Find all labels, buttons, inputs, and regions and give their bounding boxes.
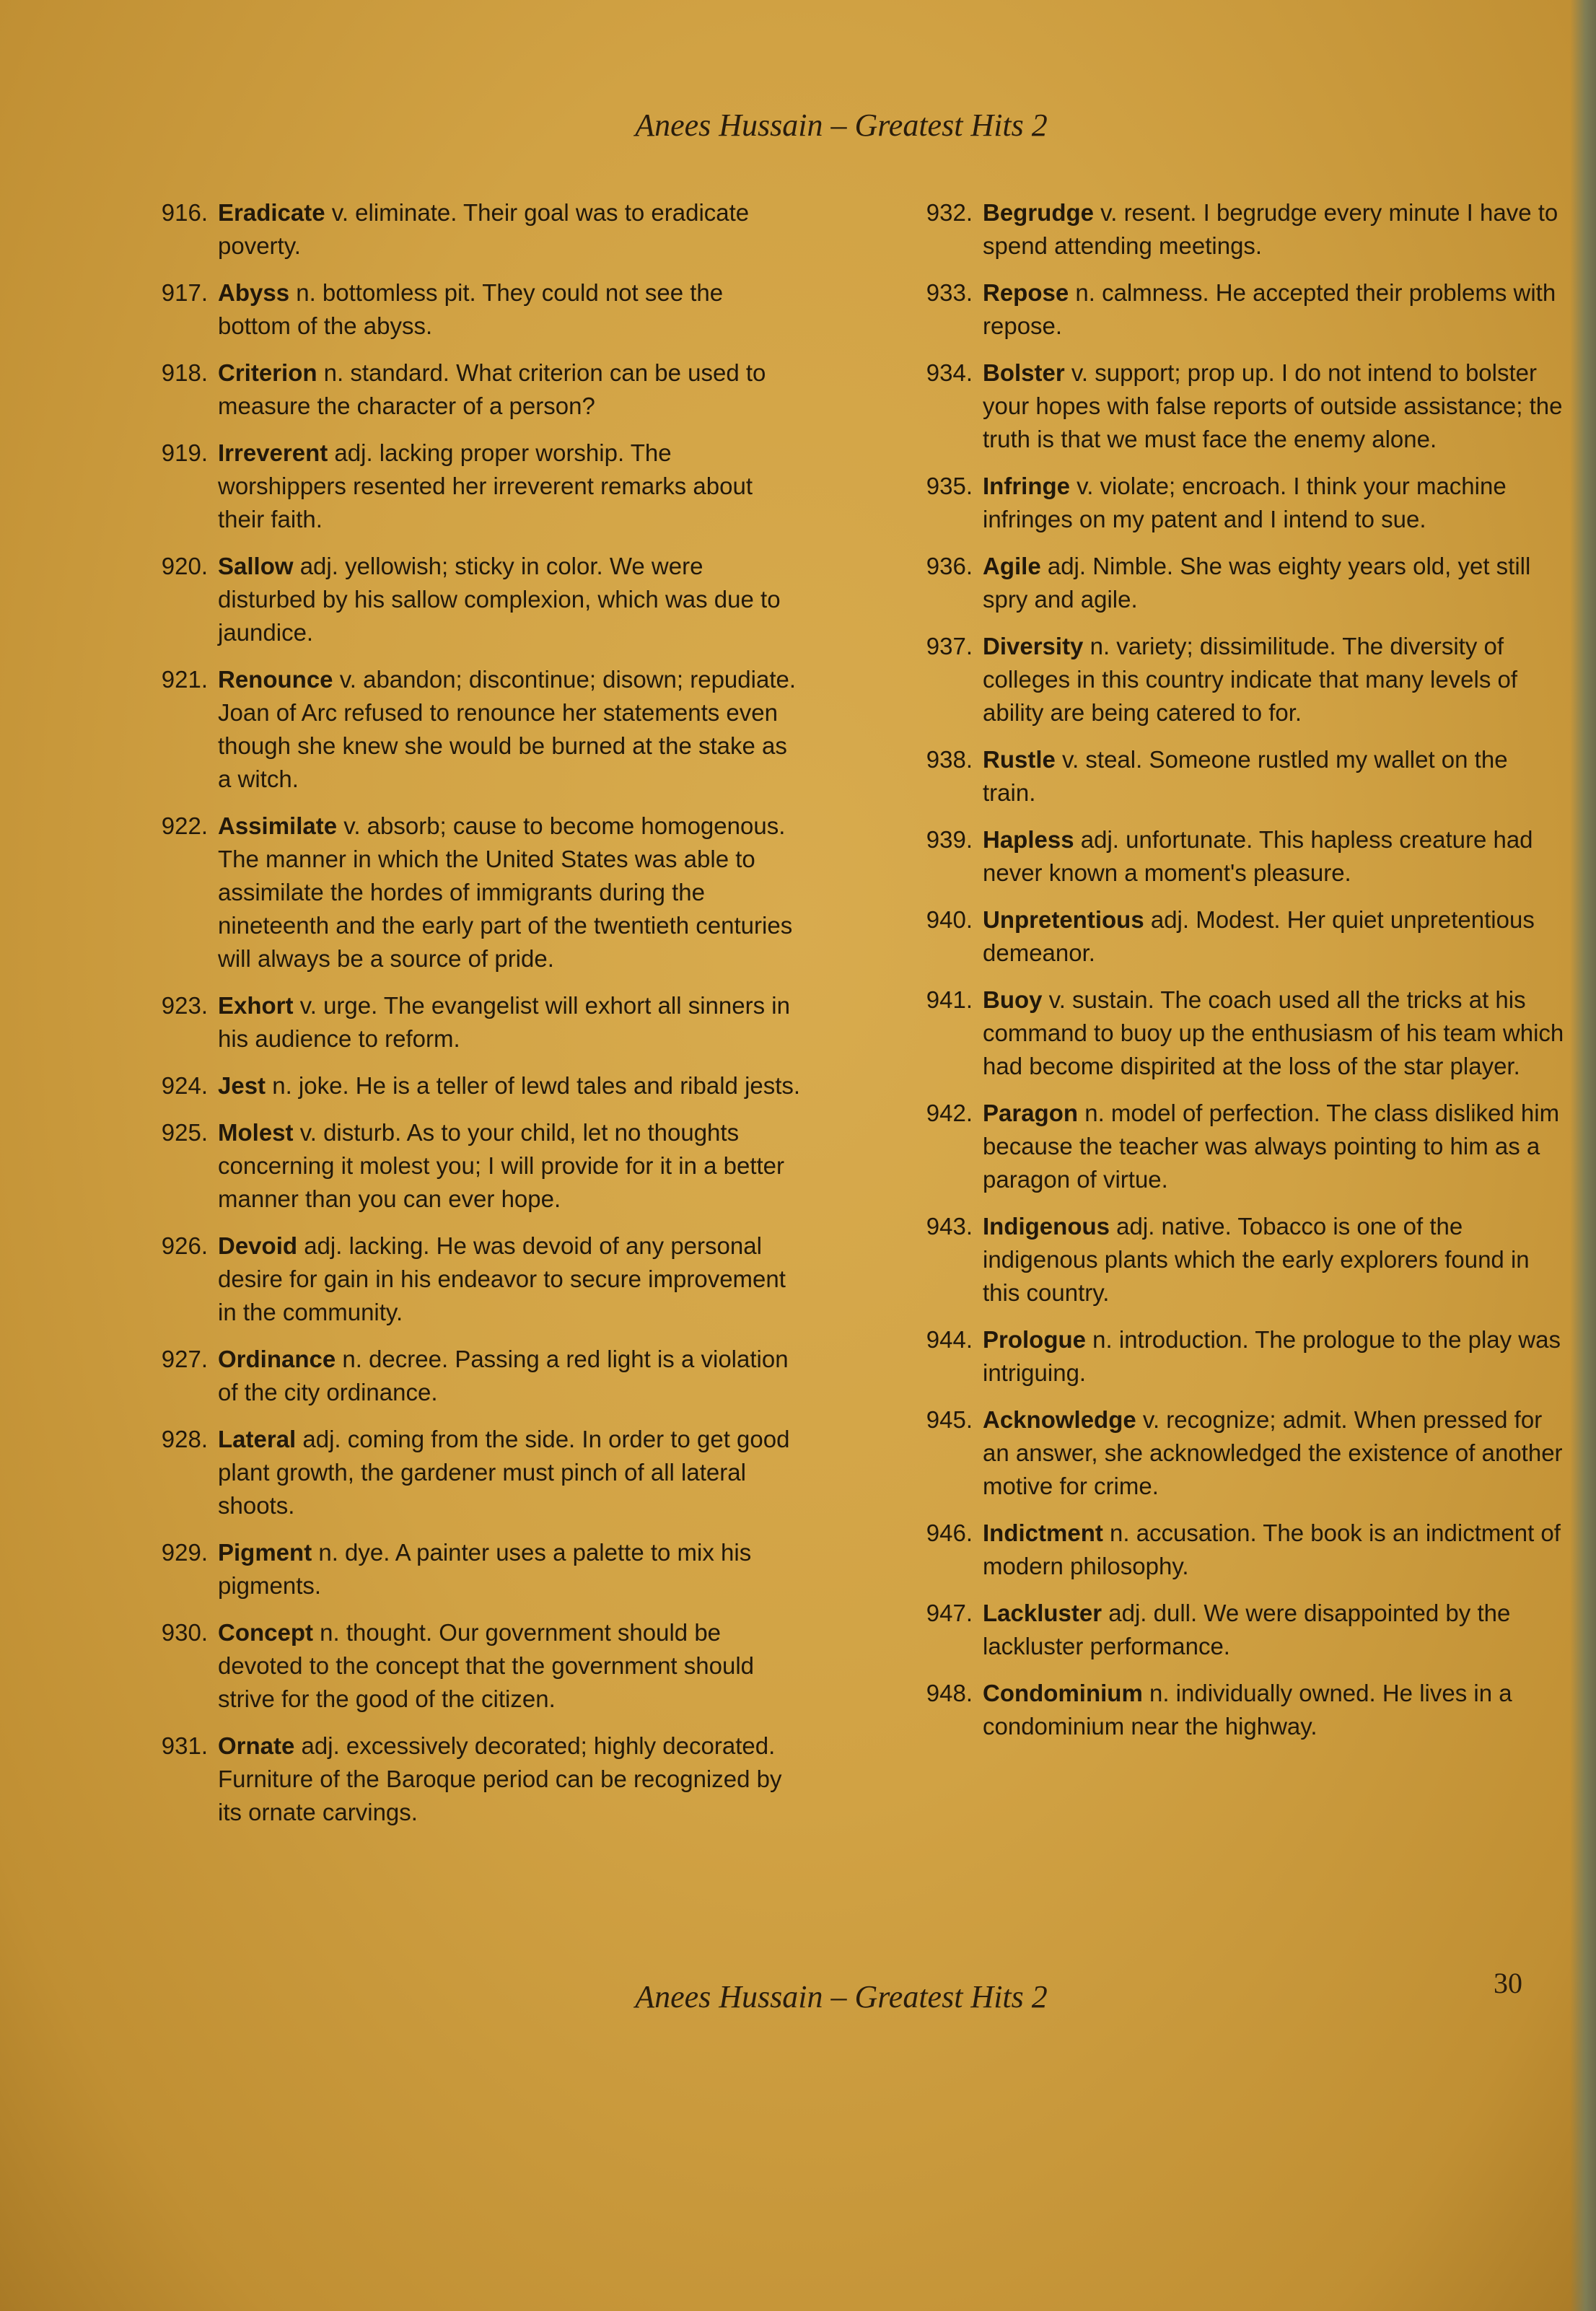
- vocab-entry: [130, 356, 801, 423]
- entry-definition: n. calmness. He accepted their problems with repose.: [983, 279, 1556, 339]
- entry-definition: v. absorb; cause to become homogenous. The manner in which the United States was able to assimilate the hordes of immigrants during the nineteenth and the early part of the twentieth centuries will always be a source of pride.: [218, 812, 793, 972]
- entry-number: 937.: [926, 633, 973, 659]
- entry-definition: adj. dull. We were disappointed by the lackluster performance.: [983, 1600, 1511, 1659]
- entry-definition: n. model of perfection. The class disliked him because the teacher was always pointing to him as a paragon of virtue.: [983, 1100, 1560, 1193]
- vocab-entry: [130, 1423, 801, 1522]
- entry-definition: v. violate; encroach. I think your machine infringes on my patent and I intend to sue.: [983, 473, 1507, 532]
- entry-definition: n. dye. A painter uses a palette to mix his pigments.: [218, 1539, 752, 1599]
- entry-word: Irreverent: [218, 439, 328, 466]
- entry-number: 923.: [161, 992, 208, 1019]
- page-edge-shadow: [1570, 0, 1596, 2311]
- entry-definition: adj. native. Tobacco is one of the indigenous plants which the early explorers found in this country.: [983, 1213, 1530, 1306]
- entry-word: Devoid: [218, 1232, 298, 1259]
- entry-word: Lateral: [218, 1426, 297, 1452]
- vocab-entry: [895, 276, 1566, 343]
- entry-word: Ordinance: [218, 1346, 336, 1372]
- vocab-entry: [130, 196, 801, 263]
- entry-definition: adj. coming from the side. In order to get good plant growth, the gardener must pinch of all lateral shoots.: [218, 1426, 790, 1519]
- entry-definition: adj. lacking proper worship. The worshippers resented her irreverent remarks about their faith.: [218, 439, 753, 532]
- entry-number: 932.: [926, 199, 973, 226]
- entry-definition: adj. excessively decorated; highly decorated. Furniture of the Baroque period can be recognized by its ornate carvings.: [218, 1732, 782, 1825]
- entry-word: Sallow: [218, 553, 294, 579]
- entry-word: Assimilate: [218, 812, 338, 839]
- entry-word: Begrudge: [983, 199, 1095, 226]
- vocab-entry: [130, 1069, 801, 1102]
- entry-definition: v. recognize; admit. When pressed for an answer, she acknowledged the existence of another motive for crime.: [983, 1406, 1563, 1499]
- entry-number: 924.: [161, 1072, 208, 1099]
- entry-definition: v. disturb. As to your child, let no thoughts concerning it molest you; I will provide for it in a better manner than you can ever hope.: [218, 1119, 785, 1212]
- entry-word: Indigenous: [983, 1213, 1110, 1240]
- entry-word: Prologue: [983, 1326, 1087, 1353]
- entry-definition: n. accusation. The book is an indictment of modern philosophy.: [983, 1520, 1561, 1579]
- entry-number: 942.: [926, 1100, 973, 1126]
- entry-definition: v. sustain. The coach used all the tricks at his command to buoy up the enthusiasm of his team which had become dispirited at the loss of the star player.: [983, 986, 1564, 1079]
- entry-definition: adj. Nimble. She was eighty years old, yet still spry and agile.: [983, 553, 1531, 613]
- entry-word: Bolster: [983, 359, 1065, 386]
- entry-number: 917.: [161, 279, 208, 306]
- entry-word: Ornate: [218, 1732, 295, 1759]
- entry-definition: v. steal. Someone rustled my wallet on the train.: [983, 746, 1508, 806]
- entry-word: Repose: [983, 279, 1069, 306]
- entry-definition: n. standard. What criterion can be used to measure the character of a person?: [218, 359, 766, 419]
- entry-definition: v. abandon; discontinue; disown; repudiate. Joan of Arc refused to renounce her statements even though she knew she would be burned at the stake as a witch.: [218, 666, 797, 792]
- vocab-entry: [895, 1677, 1566, 1743]
- vocab-entry: [895, 1097, 1566, 1196]
- vocab-entry: [895, 356, 1566, 456]
- entry-word: Hapless: [983, 826, 1074, 853]
- entry-number: 919.: [161, 439, 208, 466]
- vocab-entry: [895, 1210, 1566, 1310]
- entry-number: 935.: [926, 473, 973, 499]
- entry-number: 933.: [926, 279, 973, 306]
- entry-definition: adj. Modest. Her quiet unpretentious demeanor.: [983, 906, 1535, 966]
- page-header: Anees Hussain – Greatest Hits 2: [635, 108, 1048, 143]
- entry-number: 927.: [161, 1346, 208, 1372]
- entry-number: 948.: [926, 1680, 973, 1706]
- vocab-entry: [130, 276, 801, 343]
- entry-word: Diversity: [983, 633, 1084, 659]
- entry-word: Agile: [983, 553, 1041, 579]
- entry-number: 921.: [161, 666, 208, 693]
- vocab-entry: [130, 1343, 801, 1409]
- entry-definition: v. resent. I begrudge every minute I have to spend attending meetings.: [983, 199, 1558, 259]
- vocab-entry: [130, 1729, 801, 1829]
- entry-number: 920.: [161, 553, 208, 579]
- entry-number: 945.: [926, 1406, 973, 1433]
- entry-number: 944.: [926, 1326, 973, 1353]
- vocab-entry: [895, 630, 1566, 729]
- entry-definition: n. individually owned. He lives in a condominium near the highway.: [983, 1680, 1512, 1740]
- vocab-entry: [895, 1517, 1566, 1583]
- entry-number: 943.: [926, 1213, 973, 1240]
- entry-definition: n. joke. He is a teller of lewd tales and ribald jests.: [266, 1072, 801, 1099]
- entry-number: 947.: [926, 1600, 973, 1626]
- vocab-entry: [130, 989, 801, 1056]
- vocab-entry: [895, 1323, 1566, 1390]
- entry-number: 926.: [161, 1232, 208, 1259]
- entry-word: Eradicate: [218, 199, 325, 226]
- entry-word: Buoy: [983, 986, 1043, 1013]
- entry-number: 918.: [161, 359, 208, 386]
- right-column: [895, 196, 1566, 1757]
- vocab-entry: [130, 1616, 801, 1716]
- entry-number: 934.: [926, 359, 973, 386]
- page-footer: Anees Hussain – Greatest Hits 2: [635, 1979, 1048, 2014]
- entry-number: 925.: [161, 1119, 208, 1146]
- entry-number: 946.: [926, 1520, 973, 1546]
- entry-word: Condominium: [983, 1680, 1143, 1706]
- entry-word: Criterion: [218, 359, 317, 386]
- entry-word: Indictment: [983, 1520, 1103, 1546]
- vocab-entry: [130, 550, 801, 649]
- entry-number: 931.: [161, 1732, 208, 1759]
- entry-definition: adj. unfortunate. This hapless creature had never known a moment's pleasure.: [983, 826, 1533, 886]
- entry-word: Rustle: [983, 746, 1056, 773]
- entry-word: Abyss: [218, 279, 290, 306]
- left-column: [130, 196, 801, 1843]
- vocab-entry: [895, 983, 1566, 1083]
- entry-word: Molest: [218, 1119, 294, 1146]
- entry-definition: adj. lacking. He was devoid of any personal desire for gain in his endeavor to secure improvement in the community.: [218, 1232, 786, 1325]
- entry-word: Concept: [218, 1619, 313, 1646]
- entry-number: 929.: [161, 1539, 208, 1566]
- vocab-entry: [130, 1536, 801, 1602]
- vocab-entry: [895, 903, 1566, 970]
- vocab-entry: [130, 1116, 801, 1216]
- entry-definition: n. variety; dissimilitude. The diversity of colleges in this country indicate that many levels of ability are being catered to for.: [983, 633, 1518, 726]
- entry-definition: n. decree. Passing a red light is a violation of the city ordinance.: [218, 1346, 789, 1406]
- entry-number: 939.: [926, 826, 973, 853]
- entry-number: 922.: [161, 812, 208, 839]
- vocab-entry: [130, 663, 801, 796]
- entry-word: Acknowledge: [983, 1406, 1136, 1433]
- entry-word: Paragon: [983, 1100, 1079, 1126]
- entry-number: 941.: [926, 986, 973, 1013]
- entry-word: Exhort: [218, 992, 294, 1019]
- vocab-entry: [895, 1597, 1566, 1663]
- entry-definition: adj. yellowish; sticky in color. We were disturbed by his sallow complexion, which was due to jaundice.: [218, 553, 781, 646]
- entry-definition: n. thought. Our government should be devoted to the concept that the government should strive for the good of the citizen.: [218, 1619, 755, 1712]
- entry-word: Jest: [218, 1072, 266, 1099]
- entry-number: 940.: [926, 906, 973, 933]
- vocab-entry: [130, 1229, 801, 1329]
- vocab-entry: [130, 437, 801, 536]
- vocab-entry: [895, 470, 1566, 536]
- vocab-entry: [895, 823, 1566, 890]
- entry-word: Renounce: [218, 666, 333, 693]
- entry-definition: n. introduction. The prologue to the play was intriguing.: [983, 1326, 1561, 1386]
- entry-number: 936.: [926, 553, 973, 579]
- vocab-entry: [130, 810, 801, 975]
- vocab-entry: [895, 196, 1566, 263]
- entry-definition: n. bottomless pit. They could not see the bottom of the abyss.: [218, 279, 724, 339]
- entry-definition: v. urge. The evangelist will exhort all sinners in his audience to reform.: [218, 992, 790, 1052]
- entry-word: Unpretentious: [983, 906, 1144, 933]
- vocab-entry: [895, 550, 1566, 616]
- entry-word: Infringe: [983, 473, 1070, 499]
- entry-number: 928.: [161, 1426, 208, 1452]
- page-number: 30: [1494, 1967, 1522, 1999]
- entry-number: 930.: [161, 1619, 208, 1646]
- entry-word: Lackluster: [983, 1600, 1102, 1626]
- entry-definition: v. eliminate. Their goal was to eradicate poverty.: [218, 199, 750, 259]
- entry-number: 938.: [926, 746, 973, 773]
- vocab-entry: [895, 1403, 1566, 1503]
- vocab-entry: [895, 743, 1566, 810]
- entry-word: Pigment: [218, 1539, 312, 1566]
- entry-number: 916.: [161, 199, 208, 226]
- entry-definition: v. support; prop up. I do not intend to bolster your hopes with false reports of outside assistance; the truth is that we must face the enemy alone.: [983, 359, 1563, 452]
